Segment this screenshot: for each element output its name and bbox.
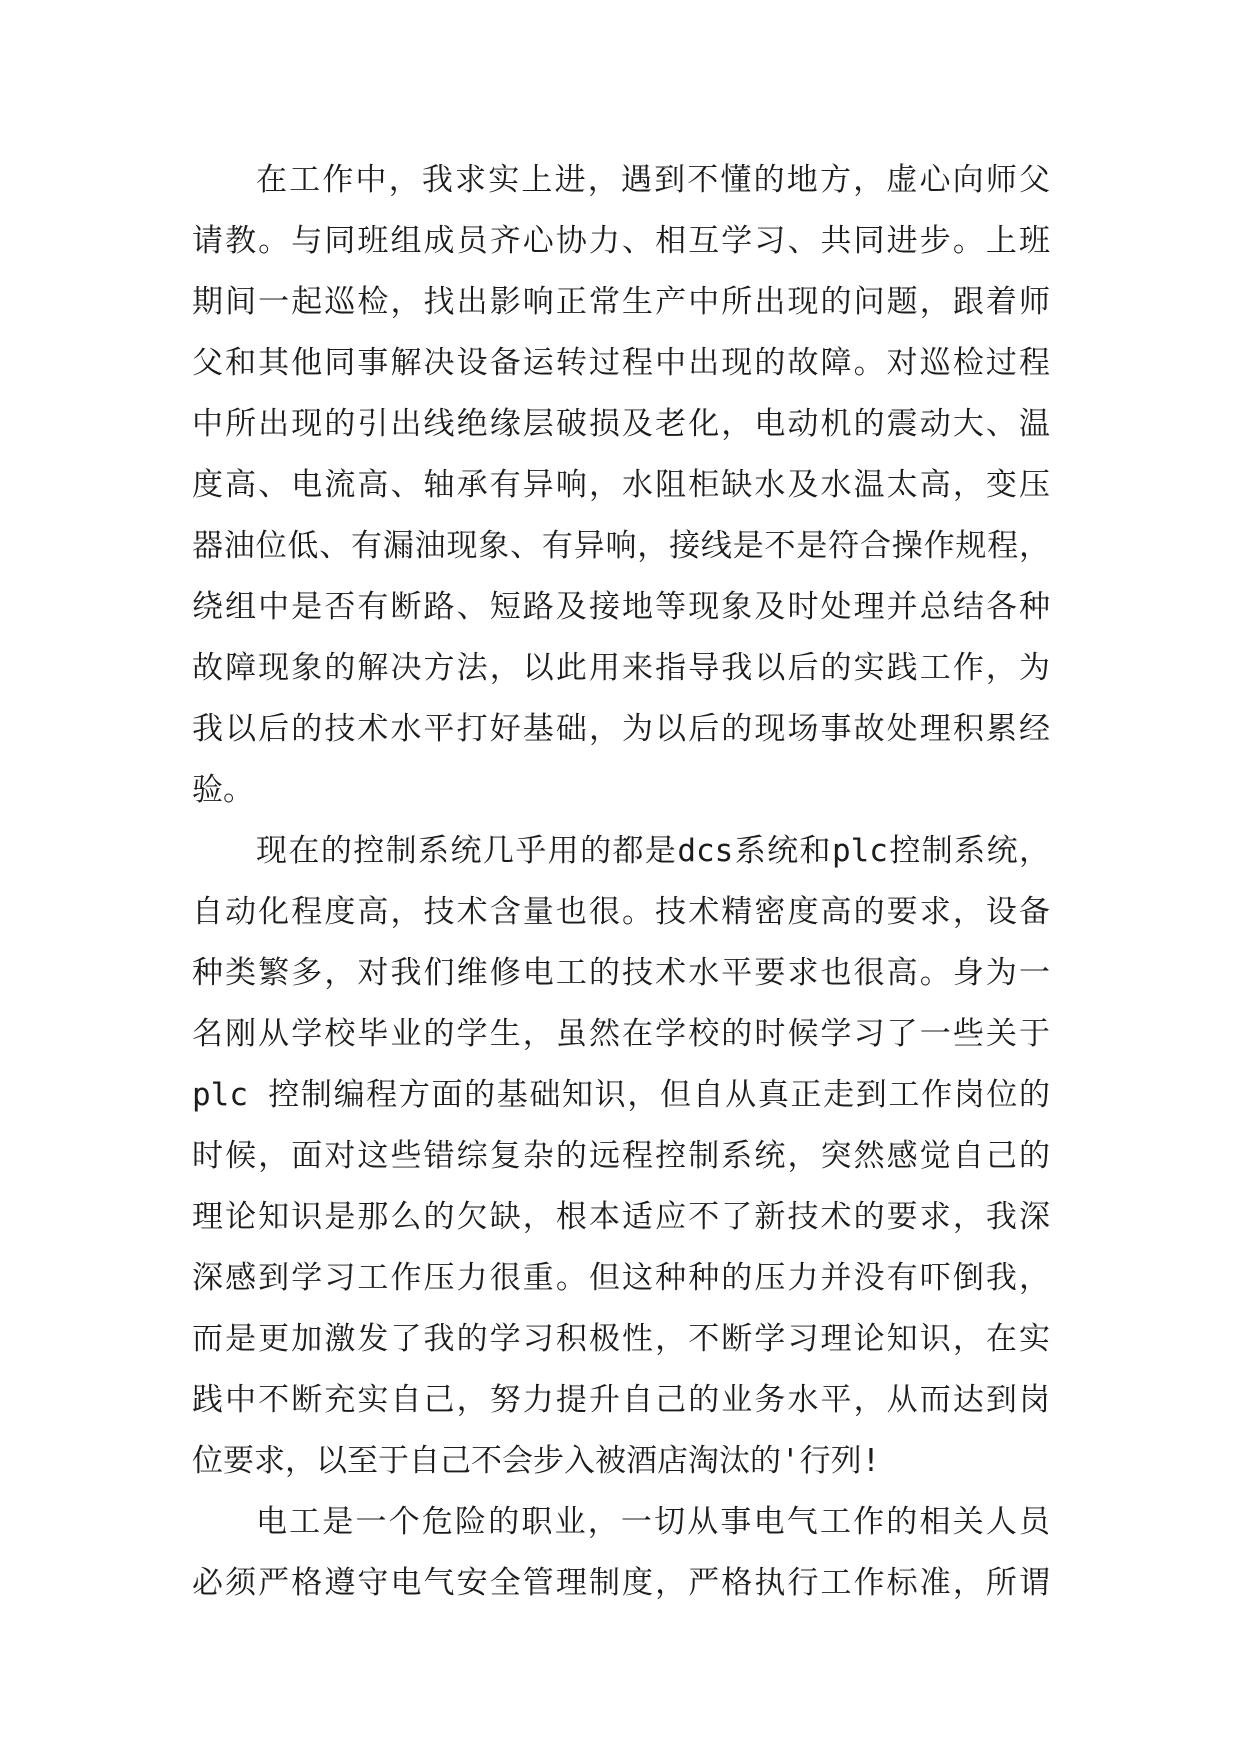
- text-line: 父和其他同事解决设备运转过程中出现的故障。对巡检过程: [192, 345, 1050, 381]
- text-line: 践中不断充实自己，努力提升自己的业务水平，从而达到岗: [192, 1382, 1050, 1418]
- text-line: 必须严格遵守电气安全管理制度，严格执行工作标准，所谓: [192, 1565, 1050, 1601]
- text-line: 种类繁多，对我们维修电工的技术水平要求也很高。身为一: [192, 955, 1050, 991]
- text-line: 时候，面对这些错综复杂的远程控制系统，突然感觉自己的: [192, 1138, 1050, 1174]
- text-line: 请教。与同班组成员齐心协力、相互学习、共同进步。上班: [192, 223, 1050, 259]
- text-line: 而是更加激发了我的学习积极性，不断学习理论知识，在实: [192, 1321, 1050, 1357]
- text-line: 期间一起巡检，找出影响正常生产中所出现的问题，跟着师: [192, 284, 1050, 320]
- paragraph-2: [192, 821, 1050, 1492]
- paragraph-3: [192, 1492, 1050, 1614]
- text-line: 故障现象的解决方法，以此用来指导我以后的实践工作，为: [192, 650, 1050, 686]
- text-line: 名刚从学校毕业的学生，虽然在学校的时候学习了一些关于: [192, 1016, 1050, 1052]
- text-line: 度高、电流高、轴承有异响，水阻柜缺水及水温太高，变压: [192, 467, 1050, 503]
- text-line: 自动化程度高，技术含量也很。技术精密度高的要求，设备: [192, 894, 1050, 930]
- text-line: 理论知识是那么的欠缺，根本适应不了新技术的要求，我深: [192, 1199, 1050, 1235]
- text-line: 在工作中，我求实上进，遇到不懂的地方，虚心向师父: [256, 162, 1050, 198]
- text-line: 中所出现的引出线绝缘层破损及老化，电动机的震动大、温: [192, 406, 1050, 442]
- text-line: 电工是一个危险的职业，一切从事电气工作的相关人员: [256, 1504, 1050, 1540]
- text-line: 现在的控制系统几乎用的都是dcs系统和plc控制系统，: [256, 833, 1050, 869]
- text-line: 验。: [192, 772, 254, 808]
- text-line: 我以后的技术水平打好基础，为以后的现场事故处理积累经: [192, 711, 1050, 747]
- text-line: 位要求，以至于自己不会步入被酒店淘汰的'行列!: [192, 1443, 881, 1479]
- document-page: [192, 150, 1050, 1614]
- text-line: 绕组中是否有断路、短路及接地等现象及时处理并总结各种: [192, 589, 1050, 625]
- text-line: 器油位低、有漏油现象、有异响，接线是不是符合操作规程，: [192, 528, 1050, 564]
- paragraph-1: [192, 150, 1050, 821]
- text-line: 深感到学习工作压力很重。但这种种的压力并没有吓倒我，: [192, 1260, 1050, 1296]
- text-line: plc 控制编程方面的基础知识，但自从真正走到工作岗位的: [192, 1077, 1050, 1113]
